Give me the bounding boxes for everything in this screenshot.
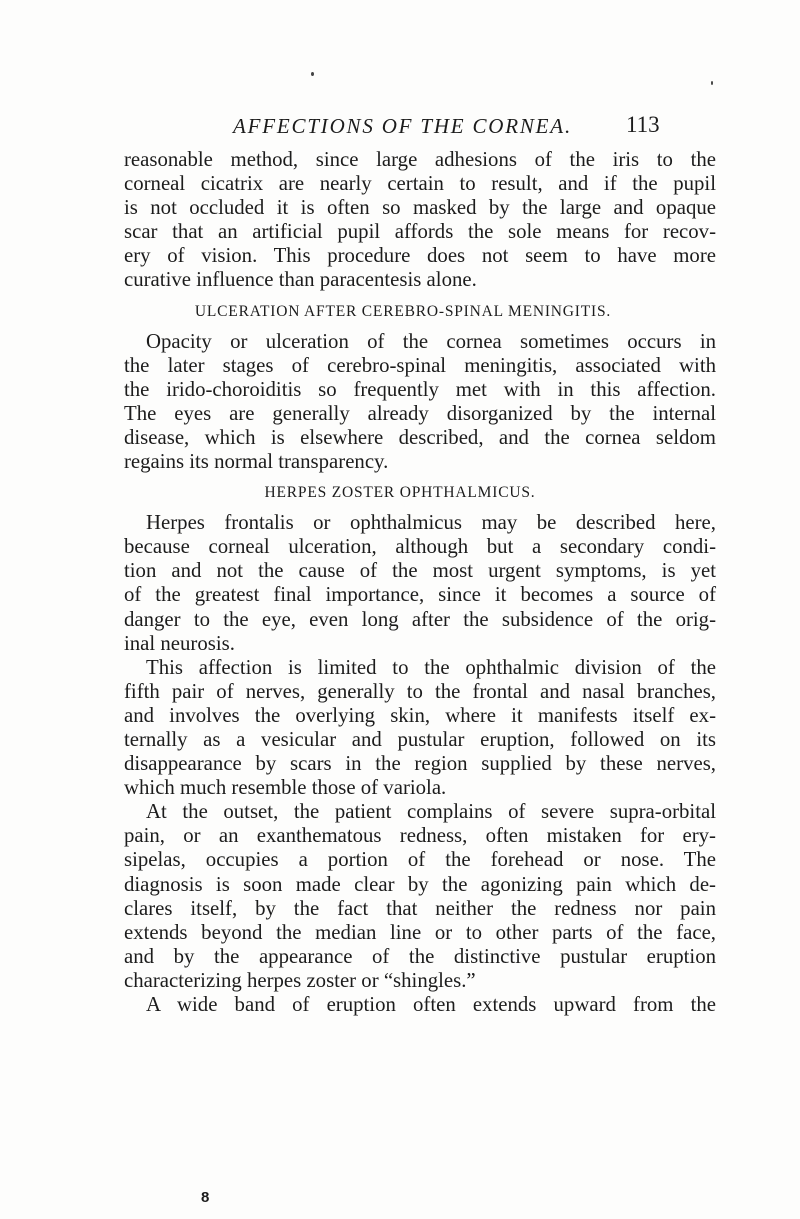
- text-line: is not occluded it is often so masked by the large and opaque: [124, 196, 716, 220]
- text-line: disappearance by scars in the region supplied by these nerves,: [124, 752, 716, 776]
- text-line: A wide band of eruption often extends upward from the: [146, 993, 716, 1016]
- text-line: which much resemble those of variola.: [124, 776, 447, 800]
- text-line: corneal cicatrix are nearly certain to result, and if the pupil: [124, 172, 716, 196]
- text-line: curative influence than paracentesis alone.: [124, 268, 477, 292]
- text-line: reasonable method, since large adhesions of the iris to the: [124, 148, 716, 171]
- body-text: [124, 148, 716, 1017]
- signature-mark: 8: [201, 1189, 210, 1206]
- text-line: Herpes frontalis or ophthalmicus may be described here,: [146, 511, 716, 535]
- text-line: and by the appearance of the distinctive pustular eruption: [124, 944, 716, 968]
- text-line: ery of vision. This procedure does not seem to have more: [124, 244, 716, 268]
- text-line: scar that an artificial pupil affords the sole means for recov-: [124, 220, 716, 244]
- text-line: Opacity or ulceration of the cornea sometimes occurs in: [146, 329, 716, 353]
- text-line: extends beyond the median line or to other parts of the face,: [124, 920, 716, 944]
- text-line: diagnosis is soon made clear by the agonizing pain which de-: [124, 872, 716, 896]
- text-line: This affection is limited to the ophthalmic division of the: [146, 655, 716, 679]
- text-line: characterizing herpes zoster or “shingles.”: [124, 968, 476, 992]
- text-line: because corneal ulceration, although but a secondary condi-: [124, 535, 716, 559]
- text-line: disease, which is elsewhere described, and the cornea seldom: [124, 425, 716, 449]
- paragraph-herpes-intro: [124, 511, 716, 656]
- paragraph-outset: [124, 800, 716, 993]
- paragraph-eruption: [124, 993, 716, 1017]
- text-line: danger to the eye, even long after the subsidence of the orig-: [124, 607, 716, 631]
- text-line: The eyes are generally already disorganized by the internal: [124, 401, 716, 425]
- text-line: regains its normal transparency.: [124, 450, 389, 474]
- paragraph-continuation: [124, 148, 716, 293]
- section-heading-herpes: HERPES ZOSTER OPHTHALMICUS.: [264, 484, 536, 502]
- text-line: sipelas, occupies a portion of the forehead or nose. The: [124, 848, 716, 872]
- running-title: AFFECTIONS OF THE CORNEA.: [233, 114, 572, 138]
- text-line: clares itself, by the fact that neither the redness nor pain: [124, 896, 716, 920]
- text-line: pain, or an exanthematous redness, often mistaken for ery-: [124, 824, 716, 848]
- page-number: 113: [626, 112, 660, 137]
- print-speck: [311, 72, 314, 76]
- text-line: At the outset, the patient complains of severe supra-orbital: [146, 800, 716, 824]
- text-line: ternally as a vesicular and pustular eruption, followed on its: [124, 727, 716, 751]
- text-line: the irido-choroiditis so frequently met with in this affection.: [124, 377, 716, 401]
- paragraph-meningitis: [124, 330, 716, 475]
- page-header: [233, 112, 660, 144]
- section-heading-meningitis: ULCERATION AFTER CEREBRO-SPINAL MENINGITIS.: [194, 302, 612, 320]
- text-line: of the greatest final importance, since it becomes a source of: [124, 583, 716, 607]
- text-line: inal neurosis.: [124, 631, 235, 655]
- text-line: fifth pair of nerves, generally to the frontal and nasal branches,: [124, 679, 716, 703]
- paragraph-affection: [124, 656, 716, 801]
- print-speck: [711, 81, 713, 85]
- text-line: and involves the overlying skin, where it manifests itself ex-: [124, 703, 716, 727]
- text-line: the later stages of cerebro-spinal meningitis, associated with: [124, 353, 716, 377]
- text-line: tion and not the cause of the most urgent symptoms, is yet: [124, 559, 716, 583]
